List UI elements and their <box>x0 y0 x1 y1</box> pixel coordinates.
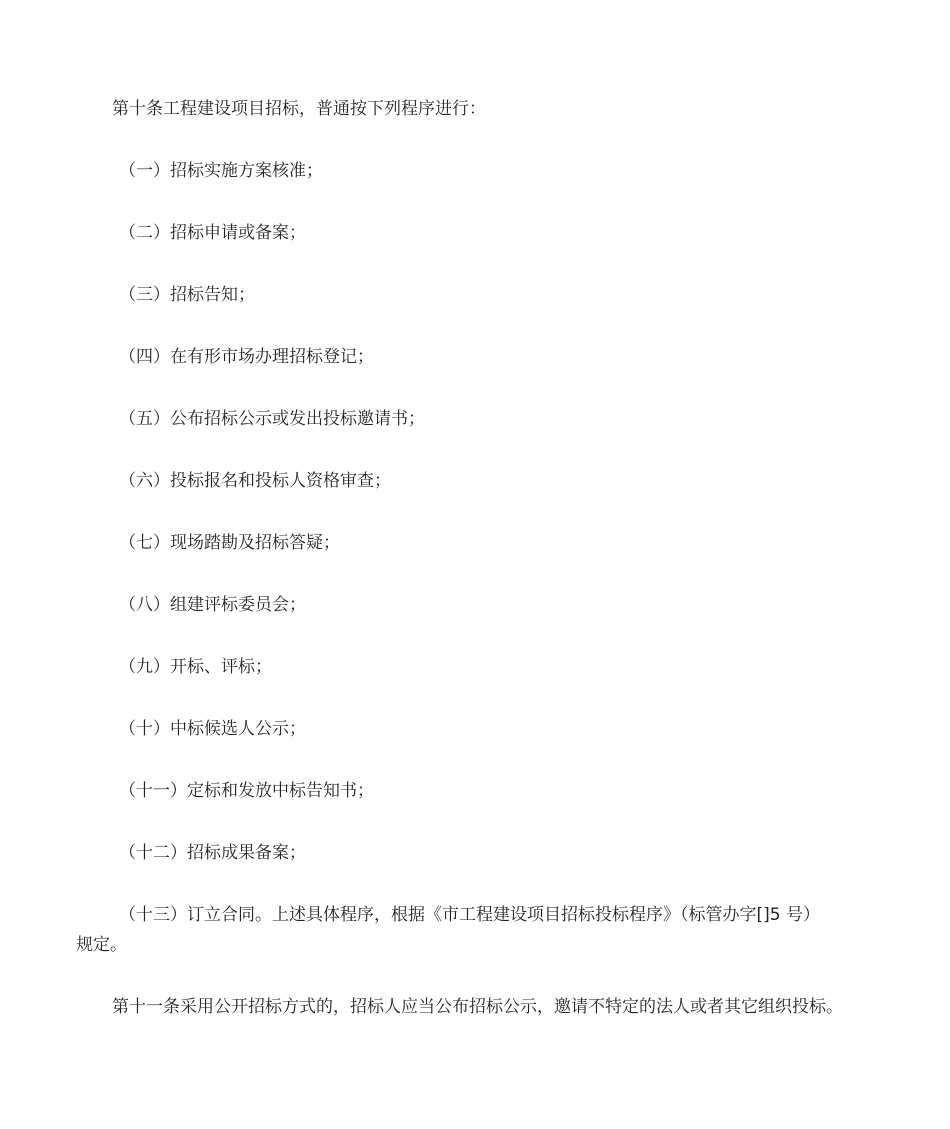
step-5 <box>76 404 896 435</box>
step-2-text: （二）招标申请或备案； <box>119 223 306 243</box>
step-13-line-1-text: （十三）订立合同。上述具体程序，根据《市工程建设项目招标投标程序》（标管办字[]5 号） <box>119 905 820 925</box>
step-2 <box>76 218 896 249</box>
step-12 <box>76 838 896 869</box>
step-7-text: （七）现场踏勘及招标答疑； <box>119 533 340 553</box>
step-8 <box>76 590 896 621</box>
article-10-intro <box>76 94 896 125</box>
step-7 <box>76 528 896 559</box>
step-8-text: （八）组建评标委员会； <box>119 595 306 615</box>
step-4 <box>76 342 896 373</box>
step-6-text: （六）投标报名和投标人资格审查； <box>119 471 391 491</box>
step-11 <box>76 776 896 807</box>
step-9 <box>76 652 896 683</box>
article-11-text: 第十一条采用公开招标方式的，招标人应当公布招标公示，邀请不特定的法人或者其它组织投标。 <box>112 997 843 1017</box>
article-11 <box>76 992 896 1023</box>
step-11-text: （十一）定标和发放中标告知书； <box>119 781 374 801</box>
step-9-text: （九）开标、评标； <box>119 657 272 677</box>
step-13-line-2-text: 规定。 <box>76 935 127 955</box>
step-12-text: （十二）招标成果备案； <box>119 843 306 863</box>
step-3-text: （三）招标告知； <box>119 285 255 305</box>
step-6 <box>76 466 896 497</box>
step-1 <box>76 156 896 187</box>
step-10-text: （十）中标候选人公示； <box>119 719 306 739</box>
step-10 <box>76 714 896 745</box>
step-3 <box>76 280 896 311</box>
step-4-text: （四）在有形市场办理招标登记； <box>119 347 374 367</box>
step-5-text: （五）公布招标公示或发出投标邀请书； <box>119 409 425 429</box>
step-13-line-2 <box>76 930 896 961</box>
step-1-text: （一）招标实施方案核准； <box>119 161 323 181</box>
step-13-line-1 <box>76 900 896 931</box>
article-10-intro-text: 第十条工程建设项目招标，普通按下列程序进行： <box>112 99 486 119</box>
